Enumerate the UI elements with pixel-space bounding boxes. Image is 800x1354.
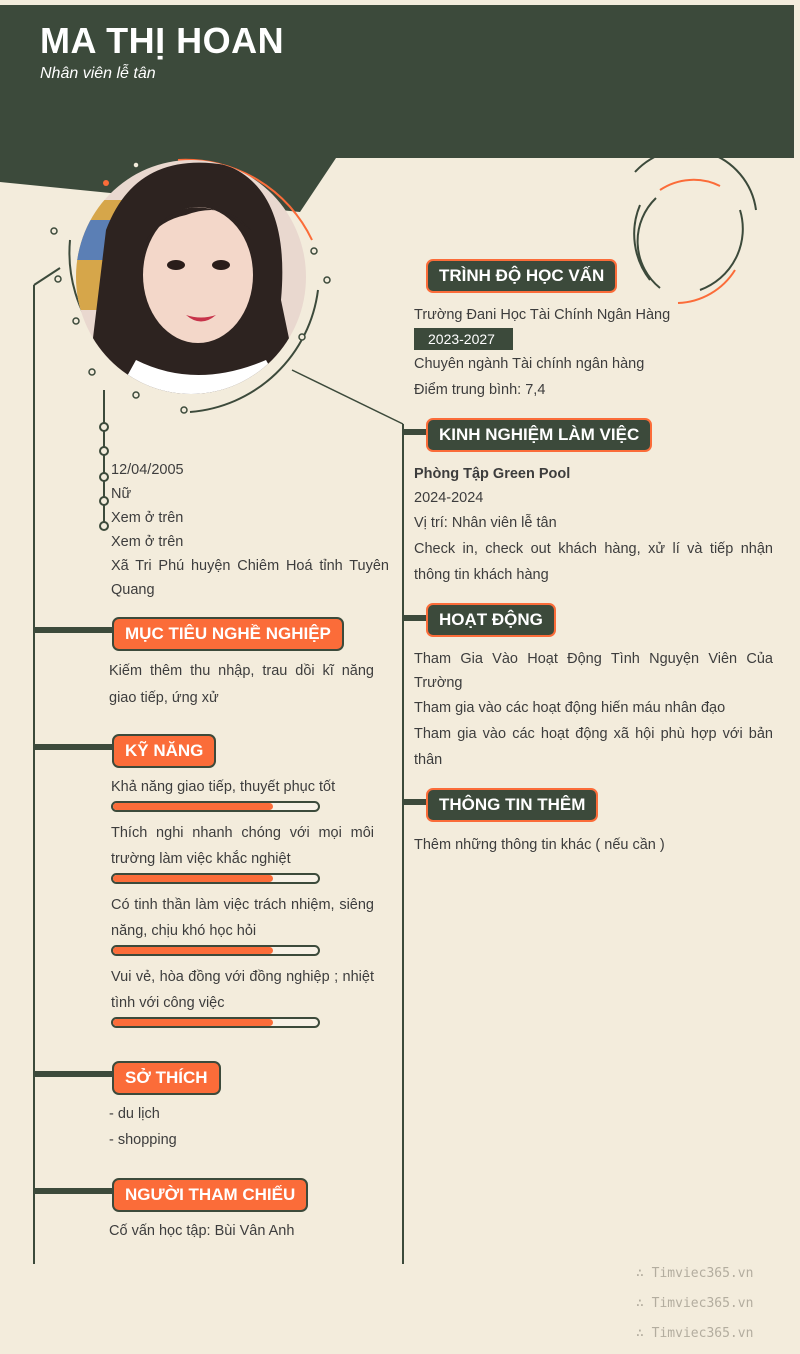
skill-label: Khả năng giao tiếp, thuyết phục tốt (111, 779, 336, 795)
skill-bar (111, 1017, 320, 1028)
activity-item: Tham Gia Vào Hoạt Động Tình Nguyện Viên Của Trường (414, 651, 773, 691)
gender-text: Nữ (111, 486, 132, 502)
skill-bar (111, 801, 320, 812)
address-text: Xã Tri Phú huyện Chiêm Hoá tỉnh Tuyên Quang (111, 558, 389, 598)
avatar (76, 160, 306, 396)
career-goal-text: Kiếm thêm thu nhập, trau dồi kĩ năng giao tiếp, ứng xử (109, 663, 374, 706)
education-years: 2023-2027 (414, 328, 513, 350)
experience-company: Phòng Tập Green Pool (414, 466, 571, 482)
hobby-item: - du lịch (109, 1106, 160, 1122)
skill-label: Có tinh thần làm việc trách nhiệm, siêng năng, chịu khó học hỏi (111, 897, 374, 939)
candidate-role: Nhân viên lễ tân (40, 65, 156, 82)
education-gpa: Điểm trung bình: 7,4 (414, 382, 546, 398)
hobbies-heading: SỞ THÍCH (112, 1061, 221, 1095)
education-heading: TRÌNH ĐỘ HỌC VẤN (426, 259, 617, 293)
experience-position: Vị trí: Nhân viên lễ tân (414, 515, 557, 531)
experience-heading: KINH NGHIỆM LÀM VIỆC (426, 418, 652, 452)
dob-text: 12/04/2005 (111, 462, 184, 478)
education-school: Trường Đani Học Tài Chính Ngân Hàng (414, 307, 671, 323)
watermark: ∴ Timviec365.vn (636, 1296, 754, 1311)
activity-item: Tham gia vào các hoạt động xã hội phù hợp với bản thân (414, 726, 773, 768)
watermark: ∴ Timviec365.vn (636, 1266, 754, 1281)
skill-label: Vui vẻ, hòa đồng với đồng nghiệp ; nhiệt tình với công việc (111, 969, 374, 1011)
watermark: ∴ Timviec365.vn (636, 1326, 754, 1341)
skill-bar-fill (113, 875, 273, 882)
extra-info-heading: THÔNG TIN THÊM (426, 788, 598, 822)
references-heading: NGƯỜI THAM CHIẾU (112, 1178, 308, 1212)
education-major: Chuyên ngành Tài chính ngân hàng (414, 356, 645, 372)
skills-heading: KỸ NĂNG (112, 734, 216, 768)
skill-bar (111, 945, 320, 956)
phone-text: Xem ở trên (111, 510, 184, 526)
experience-description: Check in, check out khách hàng, xử lí và tiếp nhận thông tin khách hàng (414, 541, 773, 583)
skill-label: Thích nghi nhanh chóng với mọi môi trường làm việc khắc nghiệt (111, 825, 374, 867)
skill-bar-fill (113, 1019, 273, 1026)
skill-bar-fill (113, 947, 273, 954)
references-text: Cố vấn học tập: Bùi Vân Anh (109, 1223, 295, 1239)
skill-bar (111, 873, 320, 884)
activities-heading: HOẠT ĐỘNG (426, 603, 556, 637)
activity-item: Tham gia vào các hoạt động hiến máu nhân đạo (414, 700, 726, 716)
email-text: Xem ở trên (111, 534, 184, 550)
candidate-name: MA THỊ HOAN (40, 20, 285, 61)
hobby-item: - shopping (109, 1132, 177, 1148)
career-goal-heading: MỤC TIÊU NGHỀ NGHIỆP (112, 617, 344, 651)
experience-years: 2024-2024 (414, 490, 484, 506)
extra-info-text: Thêm những thông tin khác ( nếu cần ) (414, 837, 665, 853)
skill-bar-fill (113, 803, 273, 810)
